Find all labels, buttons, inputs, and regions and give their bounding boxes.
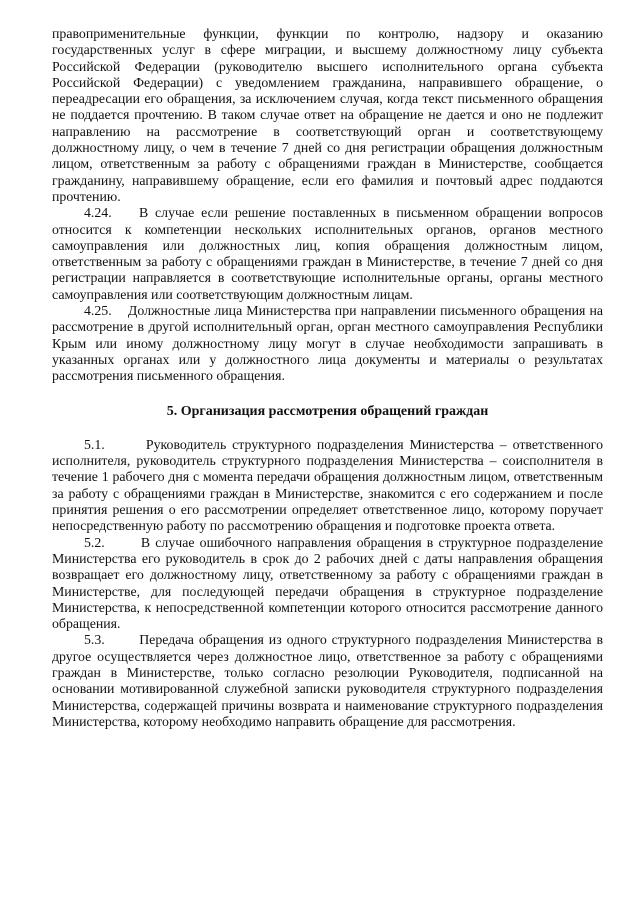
section-5-heading: 5. Организация рассмотрения обращений граждан xyxy=(166,403,489,419)
clause-text: Руководитель структурного подразделения Министерства – ответственного исполнителя, руководитель структурного подразделения Министерства – соисполнителя в течение 1 рабочего дня с момента передачи обращения должностным лицом, ответственным за работу с обращениями граждан в Министерстве, знакомится с его содержанием и после принятия решения о его рассмотрении определяет ответственное лицо, которому поручает непосредственную работу по рассмотрению обращения и подготовке проекта ответа. xyxy=(52,436,603,534)
clause-4-24 xyxy=(52,205,603,303)
clause-text: Передача обращения из одного структурного подразделения Министерства в другое осуществляется через должностное лицо, ответственное за работу с обращениями граждан в Министерстве, только согласно резолюции Руководителя, подписанной на основании мотивированной служебной записки руководителя структурного подразделения Министерства, содержащей причины возврата и наименование структурного подразделения Министерства, которому необходимо направить обращение для рассмотрения. xyxy=(52,632,603,729)
clause-number: 5.3. xyxy=(84,632,105,648)
clause-number: 4.25. xyxy=(84,303,112,319)
clause-text: В случае ошибочного направления обращения в структурное подразделение Министерства его руководитель в срок до 2 рабочих дней с даты направления обращения возвращает его должностному лицу, ответственному за работу с обращениями граждан в Министерстве, для последующей передачи обращения в структурное подразделение Министерства, к непосредственной компетенции которого относится рассмотрение данного обращения. xyxy=(52,534,603,632)
clause-4-25 xyxy=(52,303,603,384)
clause-text: Должностные лица Министерства при направлении письменного обращения на рассмотрение в другой исполнительный орган, орган местного самоуправления Республики Крым или иному должностному лицу могут в случае необходимости запрашивать в указанных органах или у должностного лица документы и материалы о результатах рассмотрения письменного обращения. xyxy=(52,303,603,384)
clause-5-3 xyxy=(52,632,603,730)
clause-number: 5.2. xyxy=(84,534,105,550)
clause-number: 5.1. xyxy=(84,436,105,452)
clause-5-1 xyxy=(52,437,603,535)
clause-5-2 xyxy=(52,535,603,633)
intro-paragraph: правоприменительные функции, функции по контролю, надзору и оказанию государственных услуг в сфере миграции, и высшему должностному лицу субъекта Российской Федерации (руководителю высшего исполнительного органа субъекта Российской Федерации) с уведомлением гражданина, направившего обращение, о переадресации его обращения, за исключением случая, когда текст письменного обращения не поддается прочтению. В таком случае ответ на обращение не дается и оно не подлежит направлению на рассмотрение в соответствующий орган и соответствующему должностному лицу, о чем в течение 7 дней со дня регистрации обращения должностным лицом, ответственным за работу с обращениями граждан в Министерстве, сообщается гражданину, направившему обращение, если его фамилия и почтовый адрес поддаются прочтению. xyxy=(52,26,603,204)
clause-number: 4.24. xyxy=(84,205,112,221)
clause-text: В случае если решение поставленных в письменном обращении вопросов относится к компетенции нескольких исполнительных органов, органов местного самоуправления или должностных лиц, копия обращения должностным лицом, ответственным за работу с обращениями граждан в Министерстве, в течение 7 дней со дня регистрации направляется в соответствующие исполнительные органы, органы местного самоуправления или соответствующим должностным лицам. xyxy=(52,205,604,302)
